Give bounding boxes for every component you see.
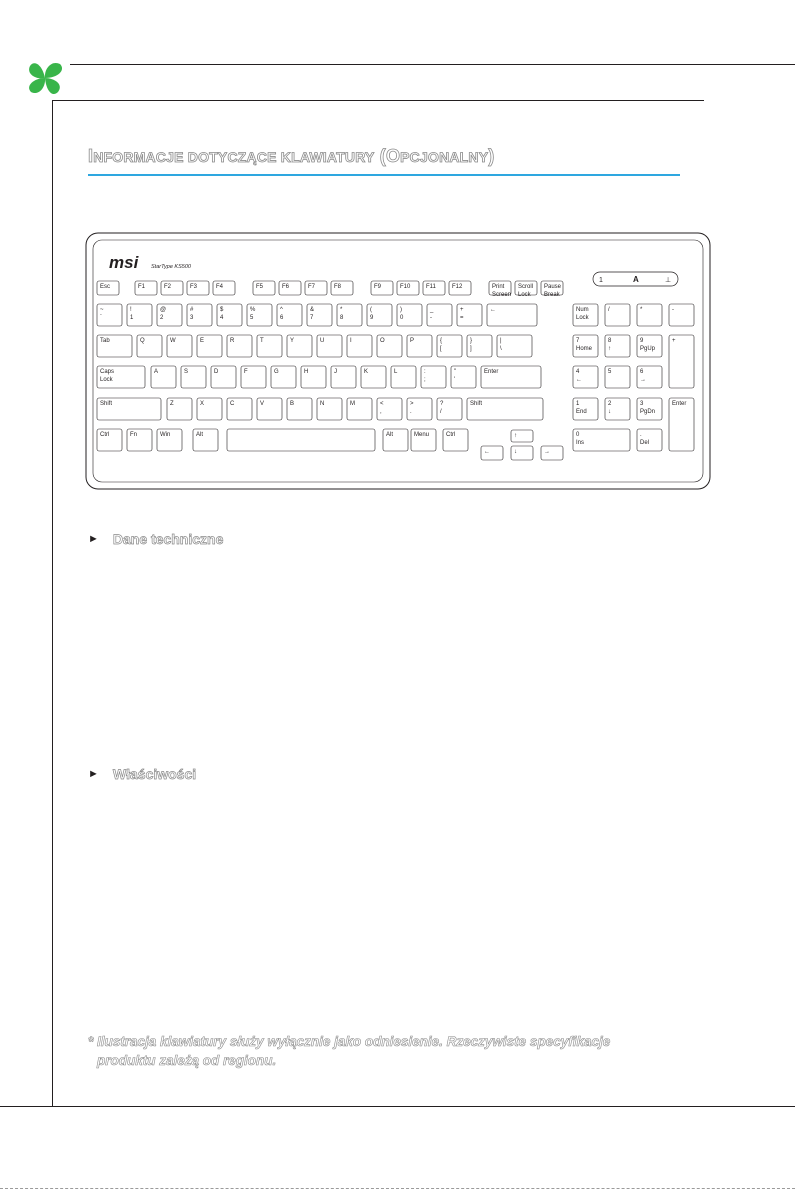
key-num-0-label: ~ <box>100 307 104 313</box>
key-numpad-16-label: . <box>640 432 642 438</box>
key-z-1-label: Z <box>170 401 174 407</box>
key-num-0-label: ` <box>100 315 102 321</box>
key-q-4-label: R <box>230 338 235 344</box>
key-fn-4-label: F4 <box>216 284 224 290</box>
key-q-0-label: Tab <box>100 338 110 344</box>
key-numpad-8-label: 4 <box>576 369 580 375</box>
key-numpad-4-label: Home <box>576 346 593 352</box>
footnote-line-1: * Ilustracja klawiatury służy wyłącznie jako odniesienie. Rzeczywiste specyfikacje <box>88 1034 611 1049</box>
key-num-8-label: 8 <box>340 315 344 321</box>
key-fn-9-label: F9 <box>374 284 382 290</box>
key-num-9-label: 9 <box>370 315 374 321</box>
page-title: INFORMACJE DOTYCZĄCE KLAWIATURY (OPCJONALNY) <box>88 146 495 166</box>
key-numpad-11-label: End <box>576 409 587 415</box>
section-features <box>88 766 196 782</box>
key-z-9-label: > <box>410 401 414 407</box>
key-num-5-label: 5 <box>250 315 254 321</box>
key-arrow-right-label: → <box>544 449 550 455</box>
key-z-8-label: < <box>380 401 384 407</box>
key-fn-13-label: Screen <box>492 292 512 298</box>
key-z-9-label: . <box>410 409 412 415</box>
key-z-11-label: Shift <box>470 401 483 407</box>
key-z-0-label: Shift <box>100 401 113 407</box>
key-q-7-label: U <box>320 338 325 344</box>
key-fn-5-label: F5 <box>256 284 264 290</box>
key-a-10-label: : <box>424 369 426 375</box>
key-num-12-label: = <box>460 315 464 321</box>
key-q-2-label: W <box>170 338 176 344</box>
key-a-2-label: S <box>184 369 189 375</box>
key-b-4 <box>227 429 375 451</box>
key-num-4-label: $ <box>220 307 224 313</box>
footnote-line-2: produktu zależą od regionu. <box>97 1053 277 1068</box>
key-numpad-0-label: Num <box>576 307 589 313</box>
key-numpad-6-label: PgUp <box>640 346 656 352</box>
key-q-10-label: P <box>410 338 415 344</box>
key-numpad-5-label: 8 <box>608 338 612 344</box>
key-numpad-7-label: + <box>672 338 676 344</box>
key-q-13-label: | <box>500 338 502 344</box>
key-fn-10-label: F10 <box>400 284 411 290</box>
key-q-12-label: } <box>470 338 473 344</box>
indicator-num: 1 <box>599 277 603 284</box>
key-numpad-2-label: * <box>640 307 643 313</box>
key-z-7-label: M <box>350 401 355 407</box>
key-numpad-15-label: Ins <box>576 440 585 446</box>
key-b-1-label: Fn <box>130 432 138 438</box>
key-b-3-label: Alt <box>196 432 204 438</box>
key-b-6-label: Menu <box>414 432 430 438</box>
footnote <box>88 1032 728 1070</box>
key-numpad-10-label: 6 <box>640 369 644 375</box>
key-arrow-down-label: ↓ <box>514 449 517 455</box>
key-numpad-10-label: → <box>640 377 646 383</box>
key-num-11-label: _ <box>430 307 434 313</box>
key-z-8-label: , <box>380 409 382 415</box>
key-numpad-12-label: 2 <box>608 401 612 407</box>
key-num-7-label: & <box>310 307 315 313</box>
key-num-2-label: @ <box>160 307 167 313</box>
key-z-10-label: ? <box>440 401 444 407</box>
key-fn-3-label: F3 <box>190 284 198 290</box>
key-fn-11-label: F11 <box>426 284 436 290</box>
key-a-11-label: " <box>454 369 457 375</box>
keyboard-model: StarType KS500 <box>151 264 191 270</box>
key-z-3-label: C <box>230 401 235 407</box>
key-arrow-up-label: ↑ <box>514 433 517 439</box>
key-z-2-label: X <box>200 401 205 407</box>
key-num-10-label: ) <box>400 307 402 313</box>
key-fn-8-label: F8 <box>334 284 342 290</box>
key-num-10-label: 0 <box>400 315 404 321</box>
key-q-6-label: Y <box>290 338 295 344</box>
key-z-5-label: B <box>290 401 295 407</box>
key-num-3-label: # <box>190 307 194 313</box>
key-fn-14-label: Scroll <box>518 284 534 290</box>
key-numpad-3-label: - <box>672 307 674 313</box>
key-z-4-label: V <box>260 401 265 407</box>
key-numpad-14-label: Enter <box>672 401 687 407</box>
key-q-5-label: T <box>260 338 264 344</box>
key-numpad-11-label: 1 <box>576 401 580 407</box>
key-num-2-label: 2 <box>160 315 164 321</box>
key-fn-6-label: F6 <box>282 284 290 290</box>
key-a-10-label: ; <box>424 377 426 383</box>
key-q-11-label: { <box>440 338 443 344</box>
section-specs-label: Dane techniczne <box>112 531 224 547</box>
key-b-2-label: Win <box>160 432 171 438</box>
bullet-arrow-icon: ► <box>88 768 99 780</box>
keyboard-illustration <box>85 232 711 490</box>
key-numpad-13-label: 3 <box>640 401 644 407</box>
key-fn-15-label: Break <box>544 292 560 298</box>
key-a-4-label: F <box>244 369 248 375</box>
key-a-0-label: Lock <box>100 377 113 383</box>
indicator-caps: A <box>633 275 639 284</box>
key-a-12-label: Enter <box>484 369 499 375</box>
key-numpad-8-label: ← <box>576 377 582 383</box>
key-num-11-label: - <box>430 315 432 321</box>
key-fn-0-label: Esc <box>100 284 111 290</box>
key-q-12-label: ] <box>470 346 472 352</box>
key-arrow-left-label: ← <box>484 449 490 455</box>
key-q-3-label: E <box>200 338 205 344</box>
key-num-1-label: ! <box>130 307 132 313</box>
key-fn-12-label: F12 <box>452 284 463 290</box>
key-num-3-label: 3 <box>190 315 194 321</box>
key-q-8-label: I <box>350 338 352 344</box>
header-sub-rule <box>52 100 704 101</box>
key-fn-2-label: F2 <box>164 284 172 290</box>
key-numpad-13-label: PgDn <box>640 409 656 415</box>
indicator-scroll: ⊥ <box>665 277 672 284</box>
key-numpad-9-label: 5 <box>608 369 612 375</box>
bullet-arrow-icon: ► <box>88 533 99 545</box>
section-features-label: Właściwości <box>112 766 197 782</box>
clover-logo-icon <box>22 58 68 98</box>
key-b-0-label: Ctrl <box>100 432 110 438</box>
key-q-13-label: \ <box>500 346 502 352</box>
key-a-11-label: ' <box>454 377 456 383</box>
key-q-9-label: O <box>380 338 385 344</box>
key-fn-13-label: Print <box>492 284 505 290</box>
key-fn-15-label: Pause <box>544 284 562 290</box>
section-specs <box>88 531 223 547</box>
key-num-8-label: * <box>340 307 343 313</box>
key-q-13 <box>497 335 532 357</box>
key-num-6-label: ^ <box>280 307 283 313</box>
key-z-10-label: / <box>440 409 442 415</box>
key-num-9-label: ( <box>370 307 372 313</box>
key-a-0-label: Caps <box>100 369 115 375</box>
key-numpad-5-label: ↑ <box>608 346 611 352</box>
keyboard-brand: msi <box>109 253 139 272</box>
key-num-7-label: 7 <box>310 315 314 321</box>
key-a-3-label: D <box>214 369 219 375</box>
key-numpad-0-label: Lock <box>576 315 589 321</box>
key-num-5-label: % <box>250 307 256 313</box>
key-q-1-label: Q <box>140 338 145 344</box>
key-numpad-1-label: / <box>608 307 610 313</box>
header-rule <box>70 64 795 65</box>
key-q-11-label: [ <box>440 346 442 352</box>
key-a-9-label: L <box>394 369 398 375</box>
title-underline <box>88 174 680 176</box>
key-num-6-label: 6 <box>280 315 284 321</box>
key-numpad-6-label: 9 <box>640 338 644 344</box>
margin-rule <box>52 100 53 1106</box>
key-a-5-label: G <box>274 369 279 375</box>
page-cut-line <box>0 1188 795 1189</box>
key-fn-1-label: F1 <box>138 284 146 290</box>
key-b-5-label: Alt <box>386 432 394 438</box>
key-a-1-label: A <box>154 369 159 375</box>
key-fn-7-label: F7 <box>308 284 316 290</box>
key-numpad-15-label: 0 <box>576 432 580 438</box>
key-numpad-16-label: Del <box>640 440 650 446</box>
key-fn-14-label: Lock <box>518 292 531 298</box>
footer-rule <box>0 1106 795 1107</box>
key-num-1-label: 1 <box>130 315 134 321</box>
key-numpad-4-label: 7 <box>576 338 580 344</box>
key-b-7-label: Ctrl <box>446 432 456 438</box>
key-num-4-label: 4 <box>220 315 224 321</box>
key-num-13-label: ← <box>490 307 496 313</box>
key-a-7-label: J <box>334 369 337 375</box>
key-a-8-label: K <box>364 369 369 375</box>
key-a-6-label: H <box>304 369 309 375</box>
key-numpad-12-label: ↓ <box>608 409 611 415</box>
key-z-6-label: N <box>320 401 325 407</box>
key-num-12-label: + <box>460 307 464 313</box>
